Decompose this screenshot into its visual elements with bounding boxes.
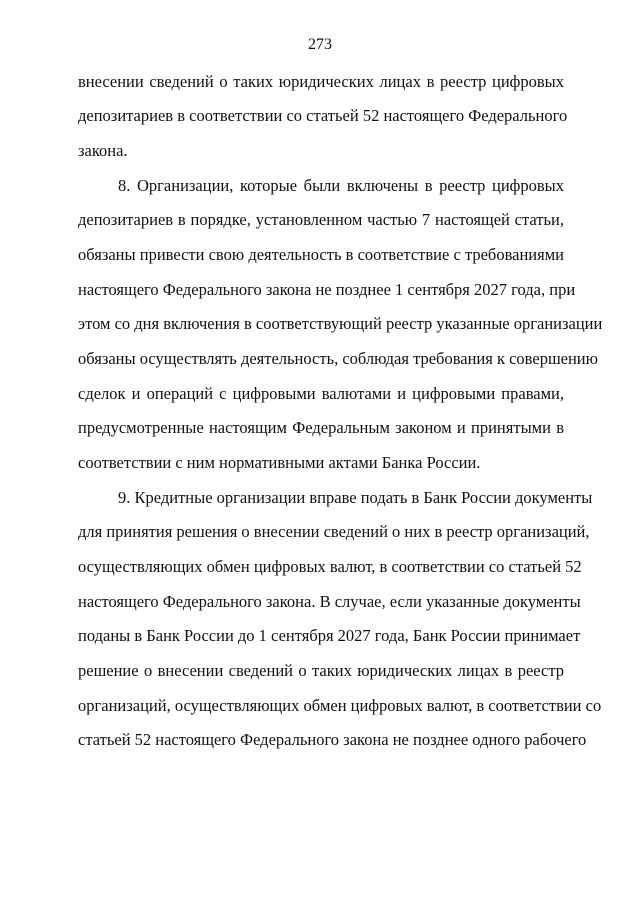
text-line: этом со дня включения в соответствующий реестр указанные организации bbox=[78, 314, 603, 333]
paragraph-8-start: 8. Организации, которые были включены в реестр цифровых bbox=[118, 176, 564, 195]
text-line: поданы в Банк России до 1 сентября 2027 года, Банк России принимает bbox=[78, 626, 581, 645]
text-line: обязаны осуществлять деятельность, соблюдая требования к совершению bbox=[78, 349, 598, 368]
text-line: сделок и операций с цифровыми валютами и цифровыми правами, bbox=[78, 384, 564, 403]
text-line: депозитариев в соответствии со статьей 52 настоящего Федерального bbox=[78, 106, 568, 125]
text-line: настоящего Федерального закона. В случае, если указанные документы bbox=[78, 592, 581, 611]
text-line: организаций, осуществляющих обмен цифровых валют, в соответствии со bbox=[78, 696, 602, 715]
page-number: 273 bbox=[308, 36, 332, 53]
text-line: настоящего Федерального закона не позднее 1 сентября 2027 года, при bbox=[78, 280, 576, 299]
text-line: статьей 52 настоящего Федерального закона не позднее одного рабочего bbox=[78, 730, 587, 749]
text-line: осуществляющих обмен цифровых валют, в соответствии со статьей 52 bbox=[78, 557, 582, 576]
paragraph-9-start: 9. Кредитные организации вправе подать в Банк России документы bbox=[118, 488, 593, 507]
text-line: для принятия решения о внесении сведений о них в реестр организаций, bbox=[78, 522, 590, 541]
text-line: предусмотренные настоящим Федеральным законом и принятыми в bbox=[78, 418, 564, 437]
text-line: обязаны привести свою деятельность в соответствие с требованиями bbox=[78, 245, 564, 264]
text-line: закона. bbox=[78, 141, 128, 160]
text-line: соответствии с ним нормативными актами Банка России. bbox=[78, 453, 481, 472]
text-line: внесении сведений о таких юридических лицах в реестр цифровых bbox=[78, 72, 564, 91]
text-line: депозитариев в порядке, установленном частью 7 настоящей статьи, bbox=[78, 210, 564, 229]
text-line: решение о внесении сведений о таких юридических лицах в реестр bbox=[78, 661, 564, 680]
